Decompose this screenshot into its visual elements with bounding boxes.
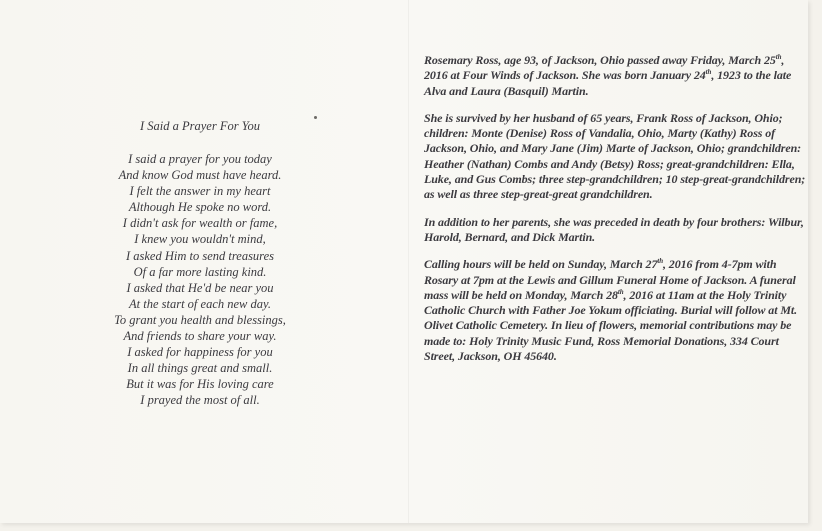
- poem-line: I asked that He'd be near you: [126, 280, 274, 295]
- obituary-preceded-paragraph: In addition to her parents, she was preceded in death by four brothers: Wilbur, Harold, Bernard, and Dick Martin.: [424, 214, 804, 244]
- poem-line: To grant you health and blessings,: [114, 312, 286, 327]
- poem-line: I asked for happiness for you: [127, 345, 273, 360]
- poem-line: At the start of each new day.: [129, 296, 271, 311]
- poem-line: I said a prayer for you today: [128, 152, 272, 166]
- poem-line: I didn't ask for wealth or fame,: [122, 216, 278, 231]
- card-fold: [408, 0, 409, 523]
- poem-line: But it was for His loving care: [126, 377, 274, 392]
- obituary-intro-paragraph: Rosemary Ross, age 93, of Jackson, Ohio passed away Friday, March 25th, 2016 at Four Winds of Jackson. She was born January 24th, 1923 to the late Alva and Laura (Basquil) Martin.: [424, 53, 792, 98]
- poem-title: I Said a Prayer For You: [139, 119, 261, 133]
- obituary-survivors-paragraph: She is survived by her husband of 65 years, Frank Ross of Jackson, Ohio; children: Monte (Denise) Ross of Vandalia, Ohio, Marty (Kathy) Ross of Jackson, Ohio, and Mary Jane (Jim) Marte of Jackson, Ohio; grandchildren: Heather (Nathan) Combs and Andy (Betsy) Ross; great-grandchildren: Ella, Luke, and Gus Combs; three step-grandchildren; 10 step-great-grandchildren; as well as three step-great-great grandchildren.: [424, 110, 806, 202]
- obituary-panel: [424, 53, 809, 364]
- poem-line: Of a far more lasting kind.: [133, 264, 267, 279]
- obituary-services-paragraph: Calling hours will be held on Sunday, March 27th, 2016 from 4-7pm with Rosary at 7pm at the Lewis and Gillum Funeral Home of Jackson. A funeral mass will be held on Monday, March 28th, 2016 at 11am at the Holy Trinity Catholic Church with Father Joe Yokum officiating. Burial will follow at Mt. Olivet Catholic Cemetery. In lieu of flowers, memorial contributions may be made to: Holy Trinity Music Fund, Ross Memorial Donations, 334 Court Street, Jackson, OH 45640.: [424, 257, 798, 364]
- poem-line: And friends to share your way.: [123, 329, 277, 344]
- poem-line: I asked Him to send treasures: [125, 248, 274, 263]
- poem-line: And know God must have heard.: [118, 168, 282, 183]
- poem-line: I felt the answer in my heart: [129, 184, 271, 199]
- poem-line: I prayed the most of all.: [140, 393, 260, 408]
- poem-body: [50, 151, 350, 409]
- poem-line: In all things great and small.: [127, 361, 273, 376]
- poem-line: Although He spoke no word.: [128, 200, 272, 215]
- poem-line: I knew you wouldn't mind,: [134, 232, 266, 247]
